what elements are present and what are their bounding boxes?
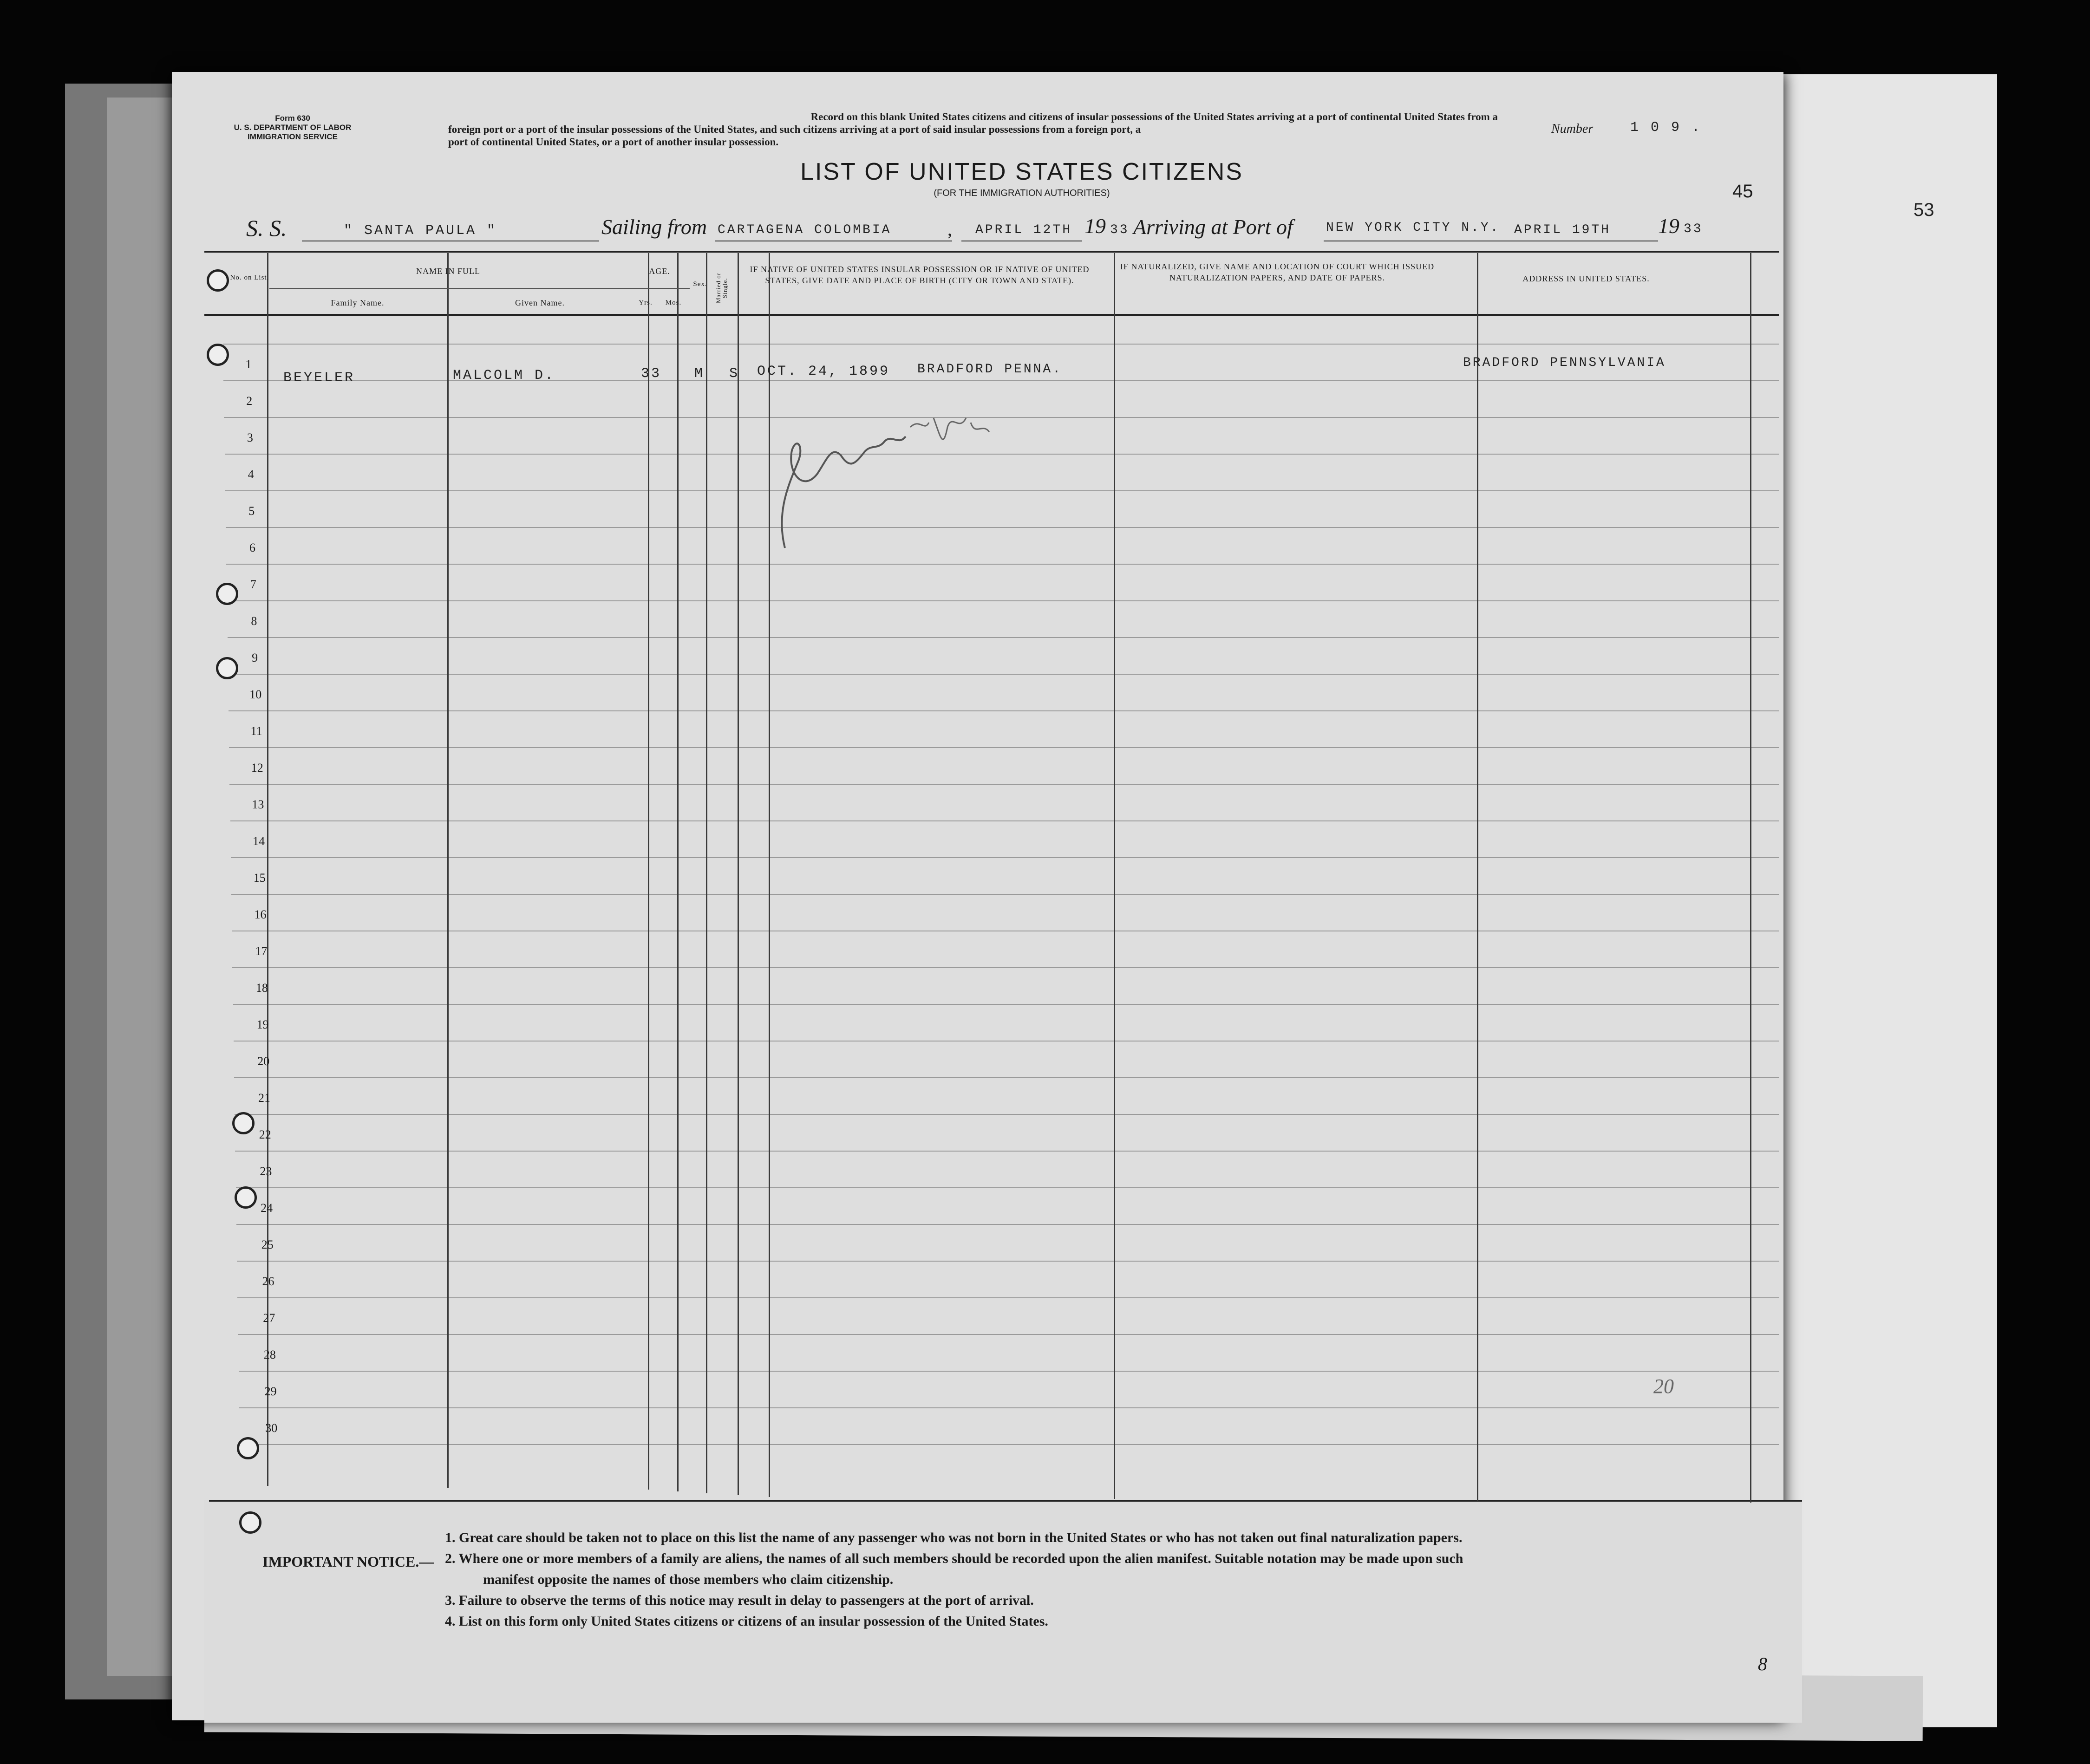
depart-year: 33 <box>1110 223 1130 237</box>
punch-hole <box>207 344 229 366</box>
row-line <box>231 857 1779 858</box>
arrive-date: APRIL 19TH <box>1514 223 1611 237</box>
footer-number: 8 <box>1758 1653 1767 1674</box>
punch-hole <box>207 269 229 292</box>
row-line <box>235 1114 1779 1115</box>
column-line <box>738 253 739 1495</box>
header-name-in-full: NAME IN FULL <box>416 267 480 276</box>
form-header <box>218 114 367 142</box>
row-line <box>231 894 1779 895</box>
entry-age-years: 33 <box>641 366 662 382</box>
row-line <box>239 1371 1779 1372</box>
row-line <box>235 1151 1779 1152</box>
header-given-name: Given Name. <box>515 298 565 307</box>
row-number: 8 <box>251 614 257 628</box>
row-line <box>227 600 1779 601</box>
row-number: 14 <box>253 834 265 848</box>
row-line <box>237 1297 1779 1298</box>
row-line <box>226 564 1779 565</box>
row-line <box>236 1187 1779 1188</box>
row-line <box>239 1407 1779 1408</box>
notice-item-4: 4. List on this form only United States citizens or citizens of an insular possession of the United States. <box>445 1614 1048 1629</box>
row-number: 22 <box>259 1128 271 1141</box>
column-line <box>677 253 679 1491</box>
service: IMMIGRATION SERVICE <box>248 132 338 141</box>
column-line <box>1477 253 1478 1501</box>
row-number: 10 <box>249 688 262 701</box>
header-age: AGE. <box>649 267 670 276</box>
arrival-port: NEW YORK CITY N.Y. <box>1326 221 1500 235</box>
row-line <box>228 674 1779 675</box>
row-line <box>229 784 1779 785</box>
row-number: 9 <box>252 651 258 664</box>
row-number: 16 <box>254 908 267 921</box>
arriving-label: Arriving at Port of <box>1133 215 1293 239</box>
sailing-label: Sailing from <box>601 215 707 239</box>
punch-hole <box>235 1186 257 1209</box>
entry-birth-place: BRADFORD PENNA. <box>917 362 1063 377</box>
punch-hole <box>237 1437 259 1459</box>
row-number: 1 <box>245 358 252 371</box>
number-value: 1 0 9 . <box>1630 120 1702 136</box>
row-line <box>240 1444 1779 1445</box>
form-number: Form 630 <box>275 114 310 123</box>
row-number: 27 <box>263 1311 275 1325</box>
header-divider <box>269 288 632 289</box>
punch-hole <box>232 1112 255 1134</box>
row-number: 13 <box>252 798 264 811</box>
handwritten-mark: 20 <box>1653 1375 1674 1398</box>
row-number: 30 <box>265 1421 278 1435</box>
manifest-page <box>172 72 1783 1720</box>
row-number: 23 <box>260 1165 272 1178</box>
row-number: 28 <box>263 1348 276 1361</box>
header-naturalized: IF NATURALIZED, GIVE NAME AND LOCATION OF COURT WHICH ISSUED NATURALIZATION PAPERS, AND DATE OF PAPERS. <box>1120 262 1435 282</box>
punch-hole <box>216 657 238 679</box>
row-number: 21 <box>258 1091 270 1105</box>
ss-label: S. S. <box>246 215 287 241</box>
header-bottom-border <box>204 314 1779 316</box>
row-line <box>236 1224 1779 1225</box>
notice-heading: IMPORTANT NOTICE.— <box>262 1553 434 1570</box>
row-number: 29 <box>264 1385 277 1398</box>
arrive-year-prefix: 19 <box>1658 214 1679 238</box>
row-line <box>223 344 1779 345</box>
table-bottom-border <box>209 1500 1802 1502</box>
row-line <box>230 820 1779 821</box>
punch-hole <box>239 1511 261 1534</box>
department: U. S. DEPARTMENT OF LABOR <box>234 123 352 132</box>
entry-address: BRADFORD PENNSYLVANIA <box>1463 356 1666 370</box>
number-label: Number <box>1551 122 1594 136</box>
column-line <box>1114 253 1115 1499</box>
row-number: 15 <box>253 871 266 885</box>
notice-item-1: 1. Great care should be taken not to place on this list the name of any passenger who was not born in the United States or who has not taken out final naturalization papers. <box>445 1530 1463 1545</box>
row-number: 2 <box>246 394 253 408</box>
notice-item-2: 2. Where one or more members of a family are aliens, the names of all such members should be recorded upon the alien manifest. Suitable notation may be made upon such <box>445 1551 1463 1566</box>
row-line <box>228 637 1779 638</box>
depart-year-prefix: 19 <box>1084 214 1106 238</box>
ship-name: " SANTA PAULA " <box>344 223 497 239</box>
page-number-right: 53 <box>1914 200 1934 220</box>
row-number: 19 <box>256 1018 269 1031</box>
table-top-border <box>204 251 1779 253</box>
notice-item-2-cont: manifest opposite the names of those members who claim citizenship. <box>483 1572 894 1587</box>
row-number: 17 <box>255 944 268 958</box>
punch-hole <box>216 583 238 605</box>
row-number: 20 <box>257 1054 270 1068</box>
row-number: 4 <box>248 468 254 481</box>
header-no-on-list: No. on List. <box>230 274 269 281</box>
entry-family-name: BEYELER <box>283 370 355 386</box>
row-line <box>229 747 1779 748</box>
header-yrs: Yrs. <box>639 299 653 306</box>
form-subtitle: (FOR THE IMMIGRATION AUTHORITIES) <box>934 188 1110 198</box>
row-number: 3 <box>247 431 253 444</box>
entry-birth-date: OCT. 24, 1899 <box>757 364 890 379</box>
row-line <box>229 710 1779 711</box>
row-number: 6 <box>249 541 255 554</box>
row-line <box>234 1077 1779 1078</box>
column-line <box>648 253 649 1490</box>
entry-sex: M <box>694 366 705 382</box>
column-line <box>1750 253 1751 1503</box>
header-married: Married or Single. <box>715 273 728 303</box>
sailing-from: CARTAGENA COLOMBIA <box>718 223 892 237</box>
header-mos: Mos. <box>665 299 682 306</box>
arrive-year: 33 <box>1684 222 1703 236</box>
form-title: LIST OF UNITED STATES CITIZENS <box>800 158 1243 185</box>
header-divider <box>632 288 690 289</box>
header-sex: Sex. <box>693 280 707 288</box>
row-number: 18 <box>255 981 268 995</box>
row-number: 24 <box>261 1201 273 1215</box>
header-family-name: Family Name. <box>331 298 385 307</box>
underlying-sheet <box>1779 74 1997 1727</box>
row-number: 11 <box>250 724 262 738</box>
column-line <box>706 253 707 1493</box>
comma: , <box>947 219 952 240</box>
row-number: 25 <box>261 1238 274 1251</box>
handwritten-signature <box>771 409 1012 557</box>
row-line <box>238 1334 1779 1335</box>
header-address: ADDRESS IN UNITED STATES. <box>1522 274 1650 283</box>
row-number: 5 <box>248 504 255 518</box>
entry-given-name: MALCOLM D. <box>453 368 555 384</box>
page-number: 45 <box>1732 181 1753 202</box>
header-native: IF NATIVE OF UNITED STATES INSULAR POSSESSION OR IF NATIVE OF UNITED STATES, GIVE DATE AND PLACE OF BIRTH (CITY OR TOWN AND STATE). <box>750 265 1090 285</box>
depart-date: APRIL 12TH <box>975 223 1072 237</box>
row-number: 7 <box>250 578 256 591</box>
row-line <box>237 1261 1779 1262</box>
column-line <box>769 253 770 1497</box>
row-number: 26 <box>262 1275 274 1288</box>
row-number: 12 <box>251 761 263 775</box>
instructions: Record on this blank United States citizens and citizens of insular possessions of the United States arriving at a port of continental United States from a foreign port or a port of the insular possessions of the United States, and such citizens arriving at a port of said insular possessions from a foreign port, a port of continental United States, or a port of another insular possession. <box>448 111 1498 148</box>
row-line <box>233 1004 1779 1005</box>
column-line <box>447 253 449 1488</box>
entry-marital: S <box>729 366 740 382</box>
row-line <box>232 967 1779 968</box>
notice-item-3: 3. Failure to observe the terms of this notice may result in delay to passengers at the port of arrival. <box>445 1593 1034 1608</box>
